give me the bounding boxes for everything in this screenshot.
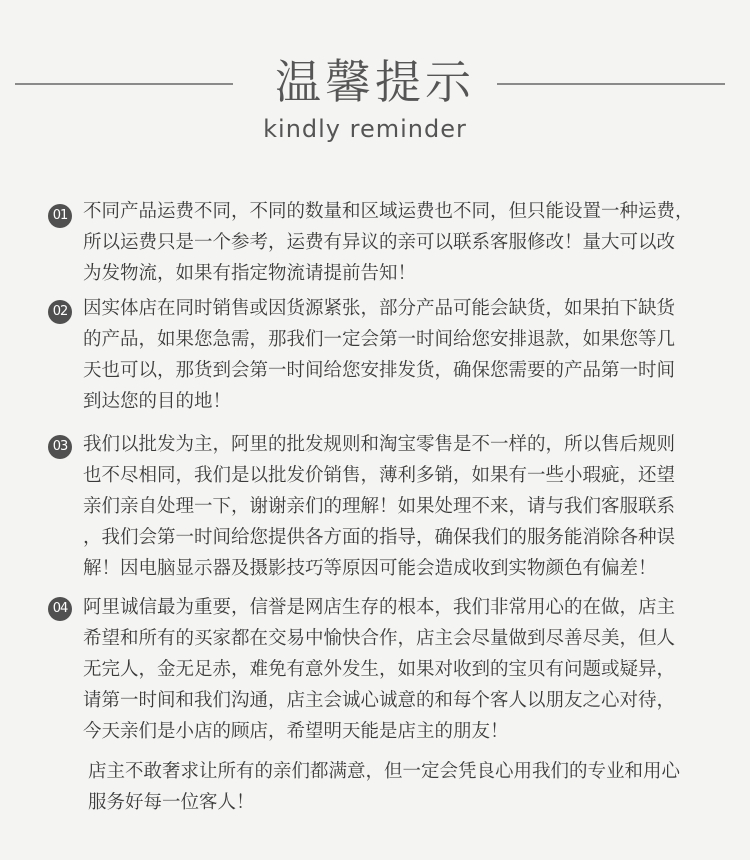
text-line: 所以运费只是一个参考，运费有异议的亲可以联系客服修改！量大可以改 xyxy=(83,232,676,253)
page-title: 温馨提示 xyxy=(275,55,475,109)
text-line: 希望和所有的买家都在交易中愉快合作，店主会尽量做到尽善尽美，但人 xyxy=(83,628,676,649)
text-line: 到达您的目的地！ xyxy=(83,391,232,412)
number-badge: 02 xyxy=(48,300,72,324)
text-line: 解！因电脑显示器及摄影技巧等原因可能会造成收到实物颜色有偏差！ xyxy=(83,558,657,579)
text-line: 请第一时间和我们沟通，店主会诚心诚意的和每个客人以朋友之心对待， xyxy=(83,690,676,711)
text-line: 因实体店在同时销售或因货源紧张，部分产品可能会缺货，如果拍下缺货 xyxy=(83,298,676,319)
text-line: 也不尽相同，我们是以批发价销售，薄利多销，如果有一些小瑕疵，还望 xyxy=(83,465,676,486)
text-line: 不同产品运费不同，不同的数量和区域运费也不同，但只能设置一种运费， xyxy=(83,201,694,222)
number-badge: 04 xyxy=(48,597,72,621)
text-line: 的产品，如果您急需，那我们一定会第一时间给您安排退款，如果您等几 xyxy=(83,329,676,350)
number-badge: 03 xyxy=(48,435,72,459)
text-line: 为发物流，如果有指定物流请提前告知！ xyxy=(83,263,417,284)
text-line: 今天亲们是小店的顾店，希望明天能是店主的朋友！ xyxy=(83,721,509,742)
text-line: 天也可以，那货到会第一时间给您安排发货，确保您需要的产品第一时间 xyxy=(83,360,676,381)
text-line: 服务好每一位客人！ xyxy=(88,792,255,813)
text-line: 我们以批发为主，阿里的批发规则和淘宝零售是不一样的，所以售后规则 xyxy=(83,434,676,455)
text-line: 无完人，金无足赤，难免有意外发生，如果对收到的宝贝有问题或疑异， xyxy=(83,659,676,680)
text-line: ，我们会第一时间给您提供各方面的指导，确保我们的服务能消除各种误 xyxy=(83,527,676,548)
closing-text xyxy=(88,756,713,818)
notice-text xyxy=(83,592,708,747)
page-subtitle: kindly reminder xyxy=(263,115,467,143)
notice-text xyxy=(83,293,708,417)
header-rule-right xyxy=(497,83,725,85)
notice-text xyxy=(83,429,708,584)
number-badge: 01 xyxy=(48,204,72,228)
text-line: 阿里诚信最为重要，信誉是网店生存的根本，我们非常用心的在做，店主 xyxy=(83,597,676,618)
text-line: 亲们亲自处理一下，谢谢亲们的理解！如果处理不来，请与我们客服联系 xyxy=(83,496,676,517)
notice-text xyxy=(83,196,708,289)
header xyxy=(0,0,750,160)
text-line: 店主不敢奢求让所有的亲们都满意，但一定会凭良心用我们的专业和用心 xyxy=(88,761,681,782)
